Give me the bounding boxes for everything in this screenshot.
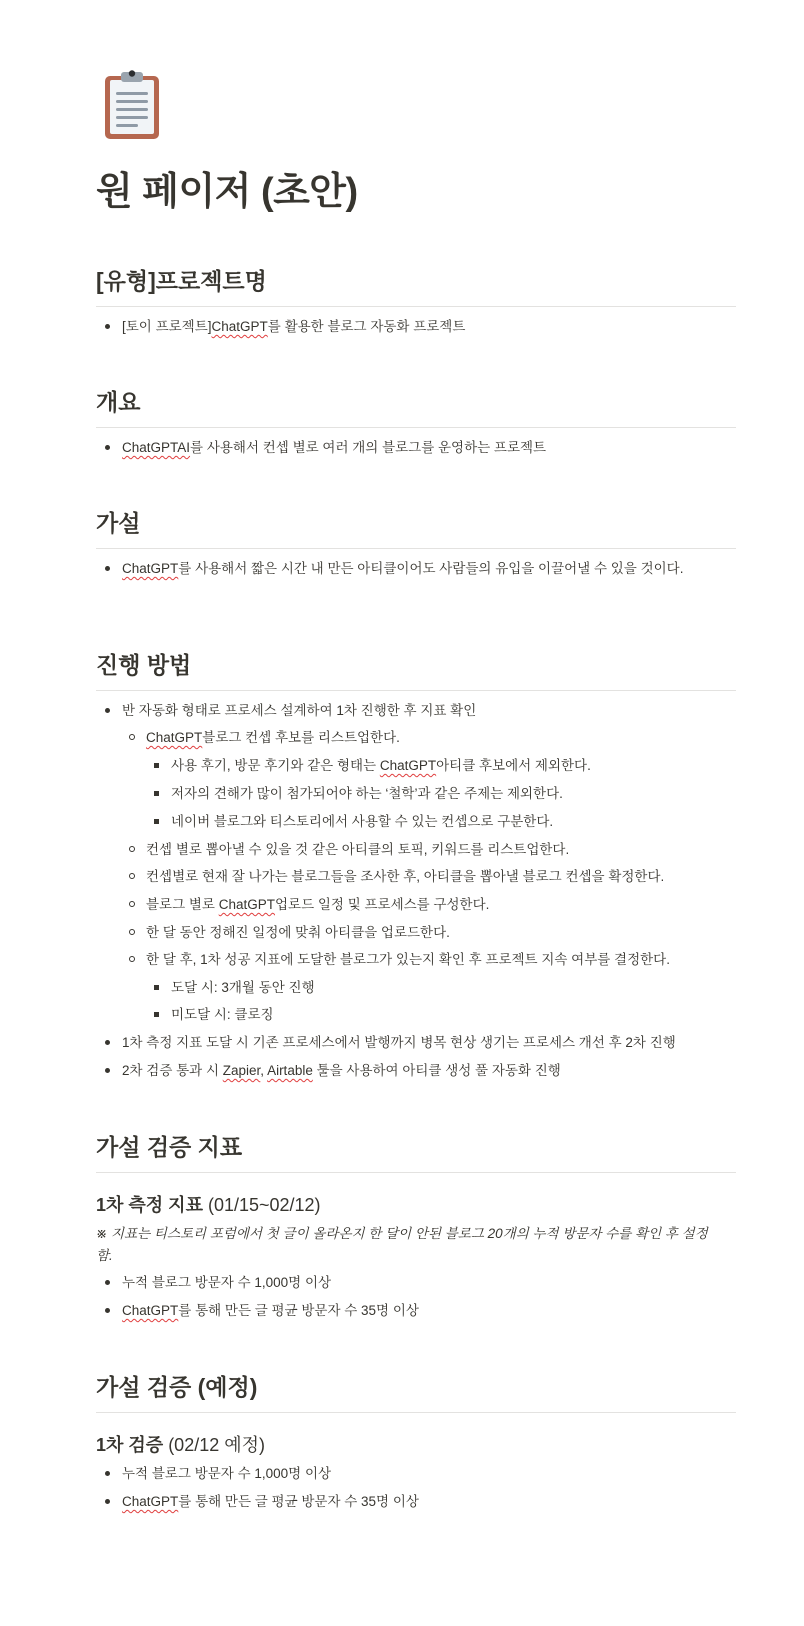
list-item: 반 자동화 형태로 프로세스 설계하여 1차 진행한 후 지표 확인 [122, 700, 476, 721]
list-item: ChatGPT를 통해 만든 글 평균 방문자 수 35명 이상 [122, 1300, 419, 1321]
bullet-dot [105, 324, 110, 329]
list-item: 한 달 후, 1차 성공 지표에 도달한 블로그가 있는지 확인 후 프로젝트 지속 여부를 결정한다. [146, 949, 670, 970]
list-item: ChatGPTAI를 사용해서 컨셉 별로 여러 개의 블로그를 운영하는 프로젝트 [122, 437, 546, 458]
list-item: 미도달 시: 클로징 [171, 1004, 274, 1025]
heading-metrics: 가설 검증 지표 [96, 1134, 736, 1173]
list-item: ChatGPT블로그 컨셉 후보를 리스트업한다. [146, 727, 400, 748]
subheading-verification: 1차 검증 (02/12 예정) [96, 1435, 265, 1455]
metrics-note: ※ 지표는 티스토리 포럼에서 첫 글이 올라온지 한 달이 안된 블로그 20개의 누적 방문자 수를 확인 후 설정함. [96, 1226, 708, 1263]
list-item: 블로그 별로 ChatGPT업로드 일정 및 프로세스를 구성한다. [146, 894, 489, 915]
list-item: 네이버 블로그와 티스토리에서 사용할 수 있는 컨셉으로 구분한다. [171, 811, 553, 832]
heading-overview: 개요 [96, 389, 736, 428]
clipboard-icon [104, 70, 162, 140]
list-item: 사용 후기, 방문 후기와 같은 형태는 ChatGPT아티클 후보에서 제외한다. [171, 755, 591, 776]
page-title: 원 페이저 (초안) [96, 171, 358, 213]
list-item: 2차 검증 통과 시 Zapier, Airtable 툴을 사용하여 아티클 생성 풀 자동화 진행 [122, 1060, 561, 1081]
list-item: 컨셉별로 현재 잘 나가는 블로그들을 조사한 후, 아티클을 뽑아낼 블로그 컨셉을 확정한다. [146, 866, 664, 887]
list-item: 컨셉 별로 뽑아낼 수 있을 것 같은 아티클의 토픽, 키워드를 리스트업한다. [146, 839, 569, 860]
list-item: 저자의 견해가 많이 첨가되어야 하는 ‘철학’과 같은 주제는 제외한다. [171, 783, 563, 804]
list-item: ChatGPT를 사용해서 짧은 시간 내 만든 아티클이어도 사람들의 유입을 이끌어낼 수 있을 것이다. [122, 558, 697, 579]
list-item: 누적 블로그 방문자 수 1,000명 이상 [122, 1272, 331, 1293]
list-item: [토이 프로젝트]ChatGPT를 활용한 블로그 자동화 프로젝트 [122, 316, 465, 337]
list-item: 한 달 동안 정해진 일정에 맞춰 아티클을 업로드한다. [146, 922, 450, 943]
list-item: 누적 블로그 방문자 수 1,000명 이상 [122, 1463, 331, 1484]
heading-hypothesis: 가설 [96, 510, 736, 549]
list-item: 도달 시: 3개월 동안 진행 [171, 977, 315, 998]
heading-method: 진행 방법 [96, 652, 736, 691]
bullet-dot [105, 566, 110, 571]
heading-verification: 가설 검증 (예정) [96, 1374, 736, 1413]
heading-project: [유형]프로젝트명 [96, 268, 736, 307]
list-item: 1차 측정 지표 도달 시 기존 프로세스에서 발행까지 병목 현상 생기는 프로세스 개선 후 2차 진행 [122, 1032, 676, 1053]
bullet-dot [105, 445, 110, 450]
list-item: ChatGPT를 통해 만든 글 평균 방문자 수 35명 이상 [122, 1491, 419, 1512]
subheading-metrics: 1차 측정 지표 (01/15~02/12) [96, 1195, 321, 1215]
